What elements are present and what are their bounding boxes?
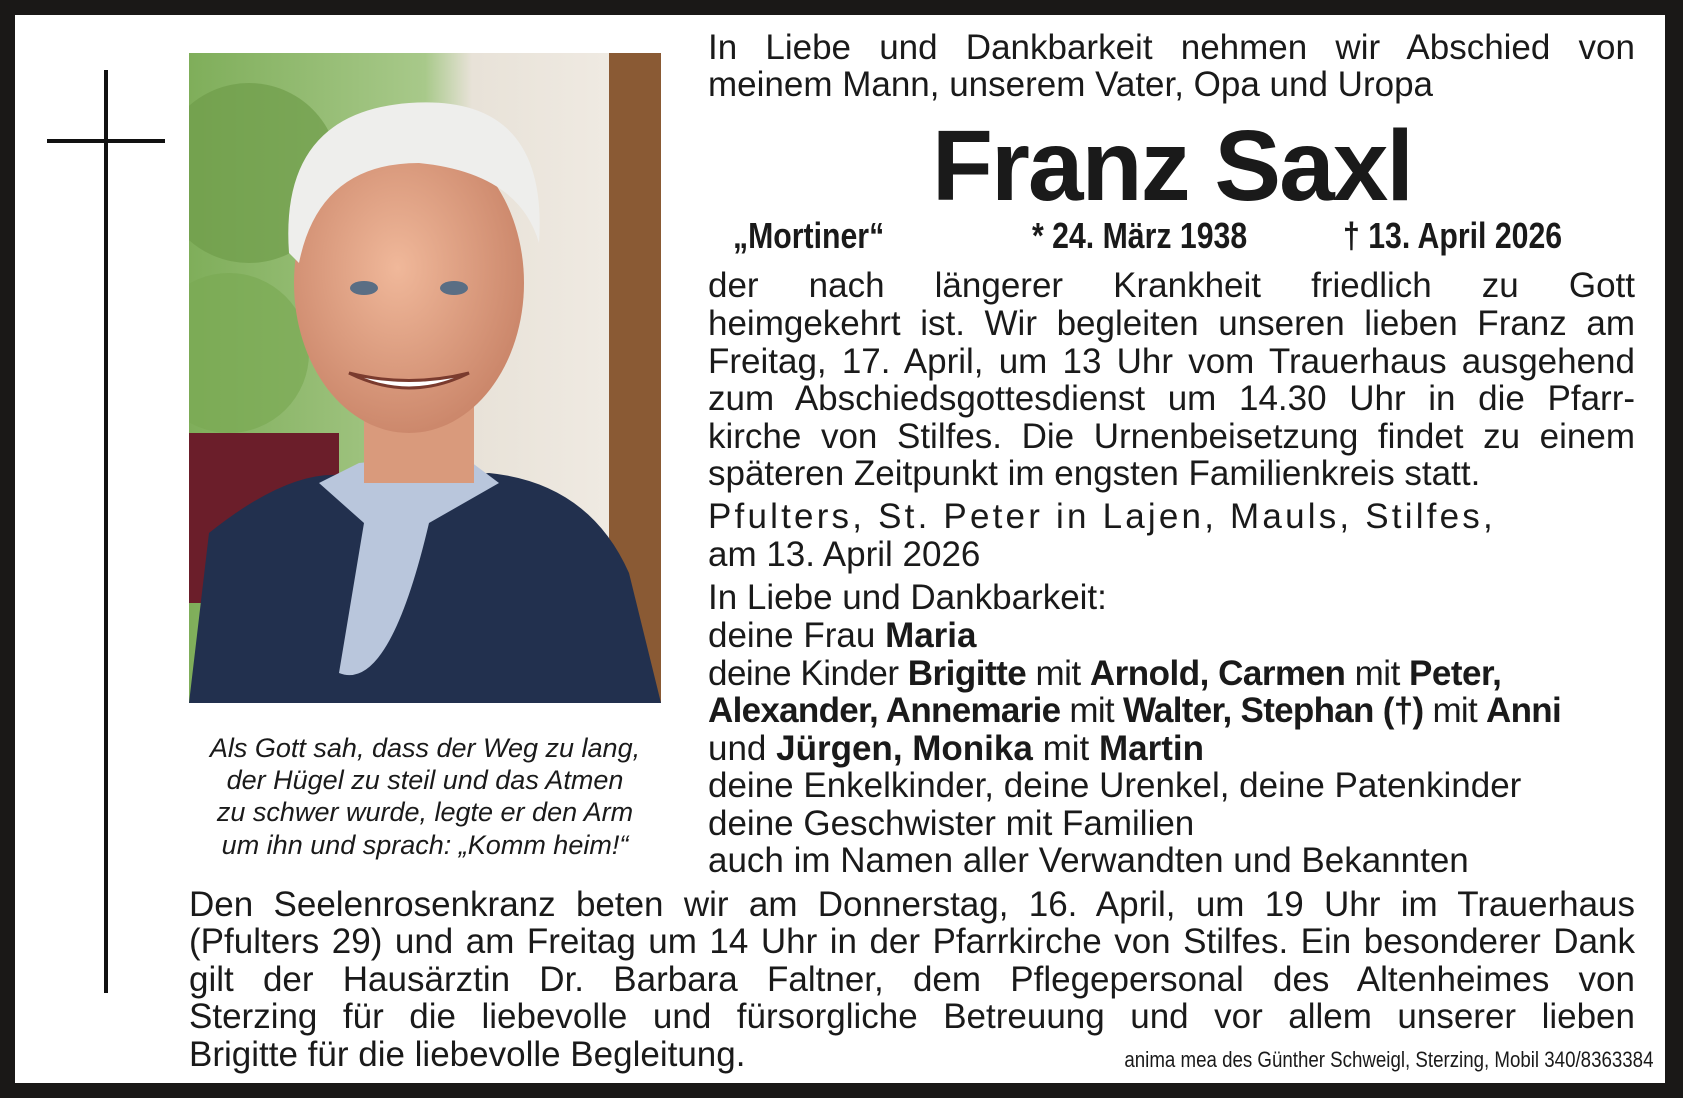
- deceased-name: Franz Saxl: [931, 110, 1413, 222]
- cross-bar: [47, 139, 165, 143]
- family-line-children-2: [708, 692, 1635, 730]
- quote-line: um ihn und sprach: „Komm heim!“: [221, 830, 629, 860]
- closing-line: (Pfulters 29) und am Freitag um 14 Uhr in der Pfarrkirche von Stilfes. Ein besonderer Dank: [189, 923, 1635, 961]
- date-line: am 13. April 2026: [708, 535, 981, 574]
- birth-date: * 24. März 1938: [1032, 215, 1248, 256]
- intro-line: meinem Mann, unserem Vater, Opa und Uropa: [708, 65, 1434, 104]
- name: Peter,: [1409, 654, 1502, 693]
- quote-line: der Hügel zu steil und das Atmen: [226, 765, 624, 795]
- body-line: der nach längerer Krankheit friedlich zu Gott: [708, 267, 1635, 305]
- closing-line: Den Seelenrosenkranz beten wir am Donnerstag, 16. April, um 19 Uhr im Trauerhaus: [189, 886, 1635, 924]
- name: Maria: [885, 616, 977, 655]
- quote-line: zu schwer wurde, legte er den Arm: [216, 797, 634, 827]
- text: deine Kinder: [708, 654, 908, 693]
- name: Jürgen, Monika: [776, 729, 1033, 768]
- death-date: † 13. April 2026: [1343, 215, 1563, 256]
- name: Alexander, Annemarie: [708, 691, 1061, 730]
- closing-line: Brigitte für die liebevolle Begleitung.: [189, 1035, 746, 1074]
- portrait-photo: [189, 53, 661, 703]
- family-line-wife: [708, 617, 1635, 655]
- family-line: deine Geschwister mit Familien: [708, 804, 1195, 843]
- quote-line: Als Gott sah, dass der Weg zu lang,: [209, 733, 641, 763]
- family-line-children: [708, 655, 1635, 693]
- text: mit: [1026, 654, 1090, 693]
- text: mit: [1345, 654, 1410, 693]
- body-line: heimgekehrt ist. Wir begleiten unseren lieben Franz am: [708, 305, 1635, 343]
- closing-line: Sterzing für die liebevolle und fürsorgliche Betreuung und vor allem unserer lieben: [189, 998, 1635, 1036]
- name: Anni: [1486, 691, 1561, 730]
- closing-line: gilt der Hausärztin Dr. Barbara Faltner, dem Pflegepersonal des Altenheimes von: [189, 961, 1635, 999]
- family-line: deine Enkelkinder, deine Urenkel, deine Patenkinder: [708, 766, 1522, 805]
- name: Brigitte: [907, 654, 1027, 693]
- intro-line: In Liebe und Dankbarkeit nehmen wir Abschied von: [708, 29, 1635, 67]
- text: mit: [1423, 691, 1487, 730]
- text: und: [708, 729, 777, 768]
- family-heading: In Liebe und Dankbarkeit:: [708, 578, 1107, 617]
- name: Arnold, Carmen: [1089, 654, 1346, 693]
- places-line: Pfulters, St. Peter in Lajen, Mauls, Stilfes,: [708, 497, 1496, 536]
- body-line: zum Abschiedsgottesdienst um 14.30 Uhr in die Pfarr-: [708, 380, 1635, 418]
- name: Martin: [1098, 729, 1204, 768]
- funeral-home-credit: anima mea des Günther Schweigl, Sterzing, Mobil 340/8363384: [1123, 1047, 1653, 1072]
- nickname: „Mortiner“: [733, 215, 885, 256]
- body-line: späteren Zeitpunkt im engsten Familienkreis statt.: [708, 454, 1481, 493]
- text: deine Frau: [708, 616, 886, 655]
- name: Walter, Stephan (†): [1122, 691, 1424, 730]
- family-line: auch im Namen aller Verwandten und Bekannten: [708, 841, 1469, 880]
- text: mit: [1032, 729, 1099, 768]
- text: mit: [1060, 691, 1123, 730]
- body-line: Freitag, 17. April, um 13 Uhr vom Trauerhaus ausgehend: [708, 343, 1635, 381]
- family-line-children-3: [708, 730, 1635, 768]
- body-line: kirche von Stilfes. Die Urnenbeisetzung findet zu einem: [708, 418, 1635, 456]
- cross-icon: [104, 70, 108, 993]
